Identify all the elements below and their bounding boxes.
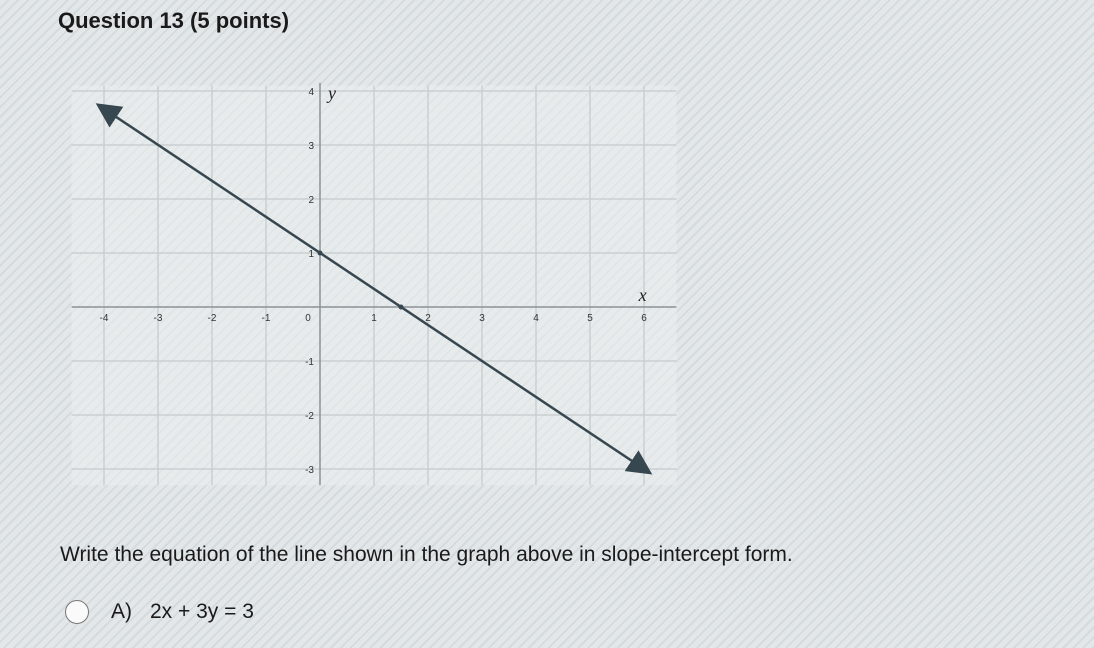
graph-svg xyxy=(70,52,690,502)
x-tick-label: -2 xyxy=(207,313,217,324)
x-tick-label: 3 xyxy=(479,313,485,324)
x-tick-label: 2 xyxy=(425,313,431,324)
y-tick-label: 1 xyxy=(308,249,314,260)
x-axis-label: x xyxy=(638,285,647,305)
option-a-letter: A) xyxy=(111,600,132,623)
y-tick-label: 2 xyxy=(308,195,314,206)
x-tick-label: -4 xyxy=(99,313,109,324)
y-tick-label: -3 xyxy=(305,465,314,476)
coordinate-graph xyxy=(70,52,690,502)
x-tick-label: 0 xyxy=(305,313,311,324)
x-tick-label: -3 xyxy=(153,313,163,324)
x-tick-label: -1 xyxy=(261,313,271,324)
x-tick-label: 6 xyxy=(641,313,647,324)
line-point xyxy=(399,305,404,310)
question-header: Question 13 (5 points) xyxy=(58,8,290,33)
x-tick-label: 1 xyxy=(371,313,377,324)
y-tick-label: -2 xyxy=(305,411,314,422)
x-tick-label: 4 xyxy=(533,313,539,324)
line-point xyxy=(318,251,323,256)
x-tick-label: 5 xyxy=(587,313,593,324)
question-prompt: Write the equation of the line shown in the graph above in slope-intercept form. xyxy=(60,543,793,566)
y-tick-label: 3 xyxy=(308,141,314,152)
option-a-equation: 2x + 3y = 3 xyxy=(150,600,254,623)
option-a[interactable] xyxy=(65,592,254,632)
y-tick-label: -1 xyxy=(305,357,314,368)
y-axis-label: y xyxy=(328,83,336,104)
y-tick-label: 4 xyxy=(308,87,314,98)
option-a-radio[interactable] xyxy=(65,600,89,624)
